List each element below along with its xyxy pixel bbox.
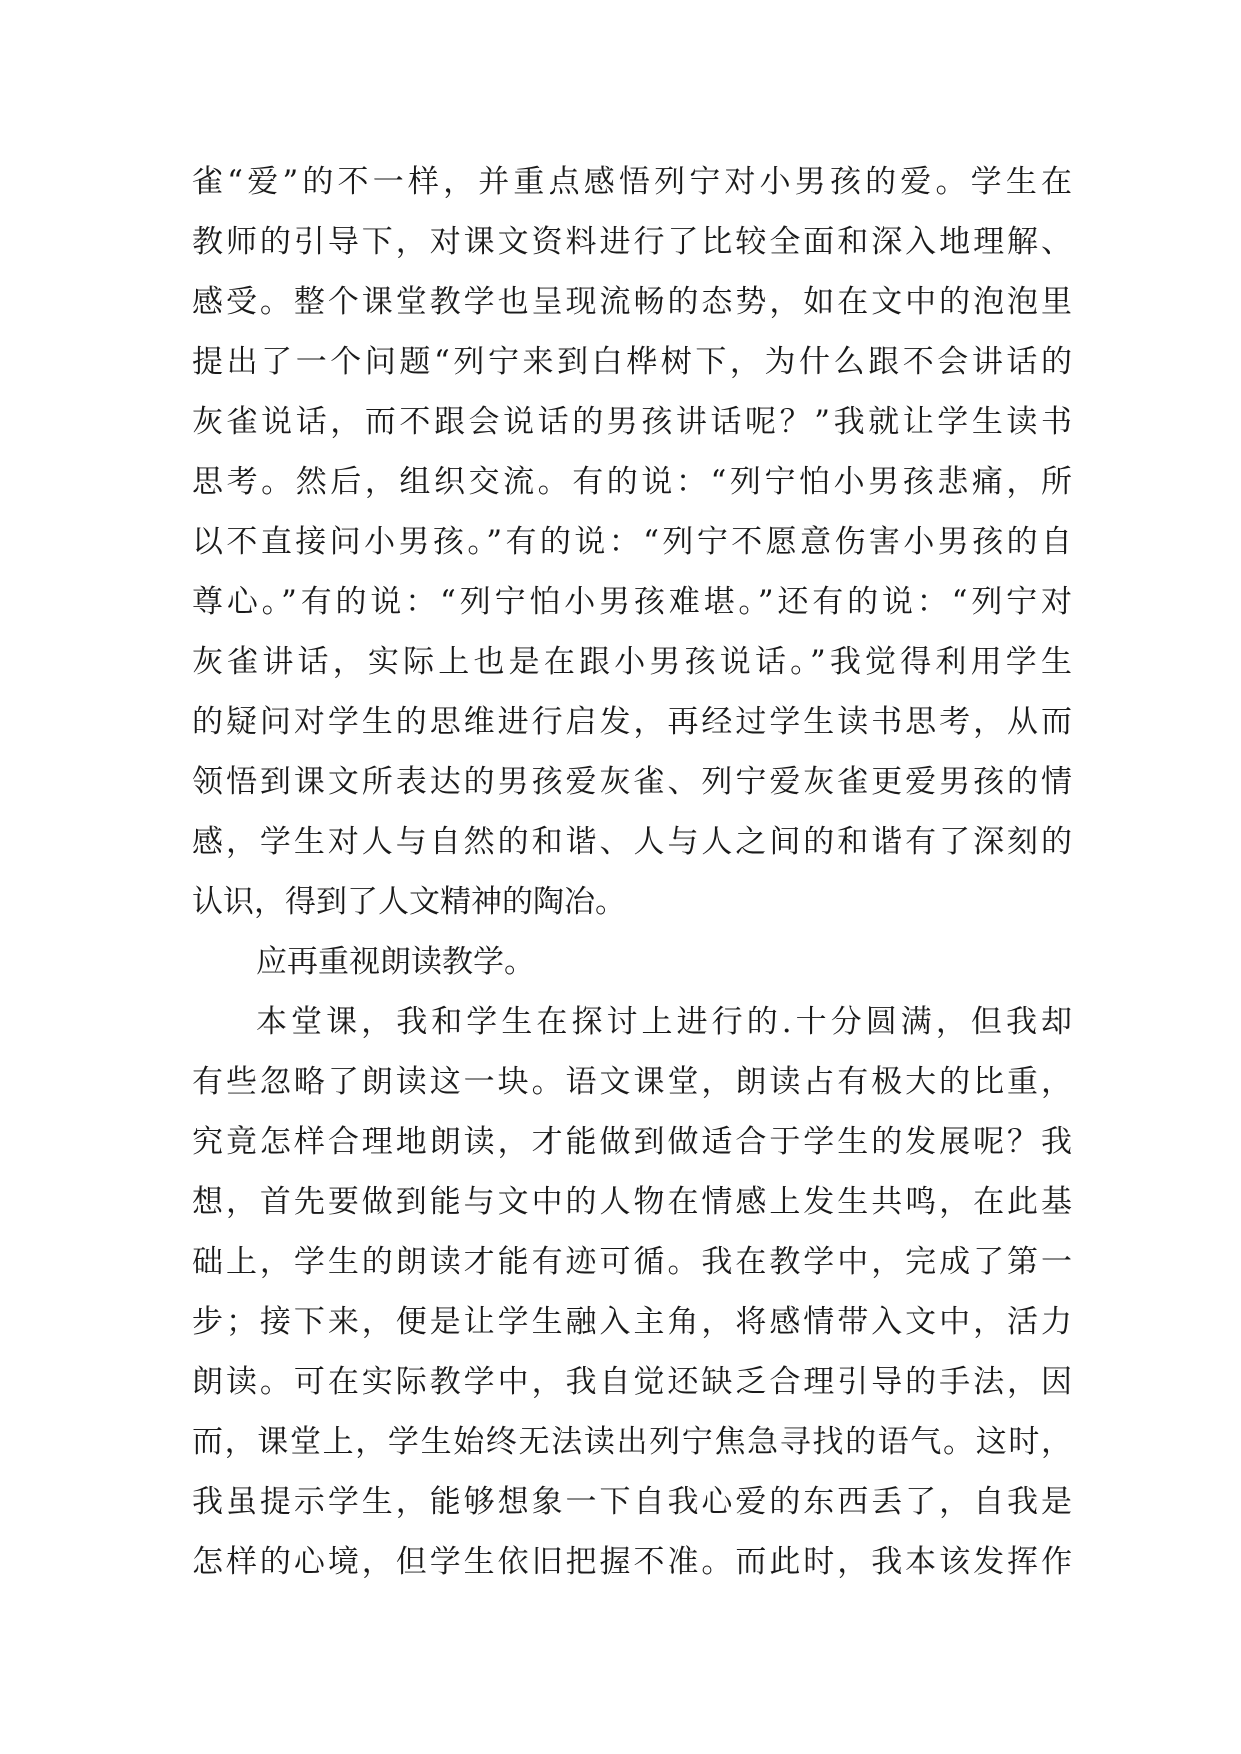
text-line: 雀“爱”的不一样，并重点感悟列宁对小男孩的爱。学生在: [192, 164, 1072, 200]
text-line: 领悟到课文所表达的男孩爱灰雀、列宁爱灰雀更爱男孩的情: [192, 764, 1072, 800]
text-line: 尊心。”有的说：“列宁怕小男孩难堪。”还有的说：“列宁对: [192, 584, 1072, 620]
text-line: 我虽提示学生，能够想象一下自我心爱的东西丢了，自我是: [192, 1484, 1072, 1520]
text-line: 础上，学生的朗读才能有迹可循。我在教学中，完成了第一: [192, 1244, 1072, 1280]
paragraph-end-line: 认识，得到了人文精神的陶冶。: [192, 884, 626, 920]
text-line: 提出了一个问题“列宁来到白桦树下，为什么跟不会讲话的: [192, 344, 1072, 380]
text-line: 想，首先要做到能与文中的人物在情感上发生共鸣，在此基: [192, 1184, 1072, 1220]
section-heading: 应再重视朗读教学。: [256, 944, 535, 980]
text-line: 思考。然后，组织交流。有的说：“列宁怕小男孩悲痛，所: [192, 464, 1072, 500]
text-line: 灰雀讲话，实际上也是在跟小男孩说话。”我觉得利用学生: [192, 644, 1072, 680]
text-line: 步；接下来，便是让学生融入主角，将感情带入文中，活力: [192, 1304, 1072, 1340]
text-line: 的疑问对学生的思维进行启发，再经过学生读书思考，从而: [192, 704, 1072, 740]
paragraph-start-line: 本堂课，我和学生在探讨上进行的.十分圆满，但我却: [256, 1004, 1072, 1040]
text-line: 感受。整个课堂教学也呈现流畅的态势，如在文中的泡泡里: [192, 284, 1072, 320]
text-line: 而，课堂上，学生始终无法读出列宁焦急寻找的语气。这时，: [192, 1424, 1072, 1460]
body-text: [192, 152, 1072, 1592]
text-line: 以不直接问小男孩。”有的说：“列宁不愿意伤害小男孩的自: [192, 524, 1072, 560]
text-line: 有些忽略了朗读这一块。语文课堂，朗读占有极大的比重，: [192, 1064, 1072, 1100]
text-line: 怎样的心境，但学生依旧把握不准。而此时，我本该发挥作: [192, 1544, 1072, 1580]
text-line: 感，学生对人与自然的和谐、人与人之间的和谐有了深刻的: [192, 824, 1072, 860]
text-line: 灰雀说话，而不跟会说话的男孩讲话呢？”我就让学生读书: [192, 404, 1072, 440]
text-line: 教师的引导下，对课文资料进行了比较全面和深入地理解、: [192, 224, 1072, 260]
text-line: 究竟怎样合理地朗读，才能做到做适合于学生的发展呢？我: [192, 1124, 1072, 1160]
text-line: 朗读。可在实际教学中，我自觉还缺乏合理引导的手法，因: [192, 1364, 1072, 1400]
